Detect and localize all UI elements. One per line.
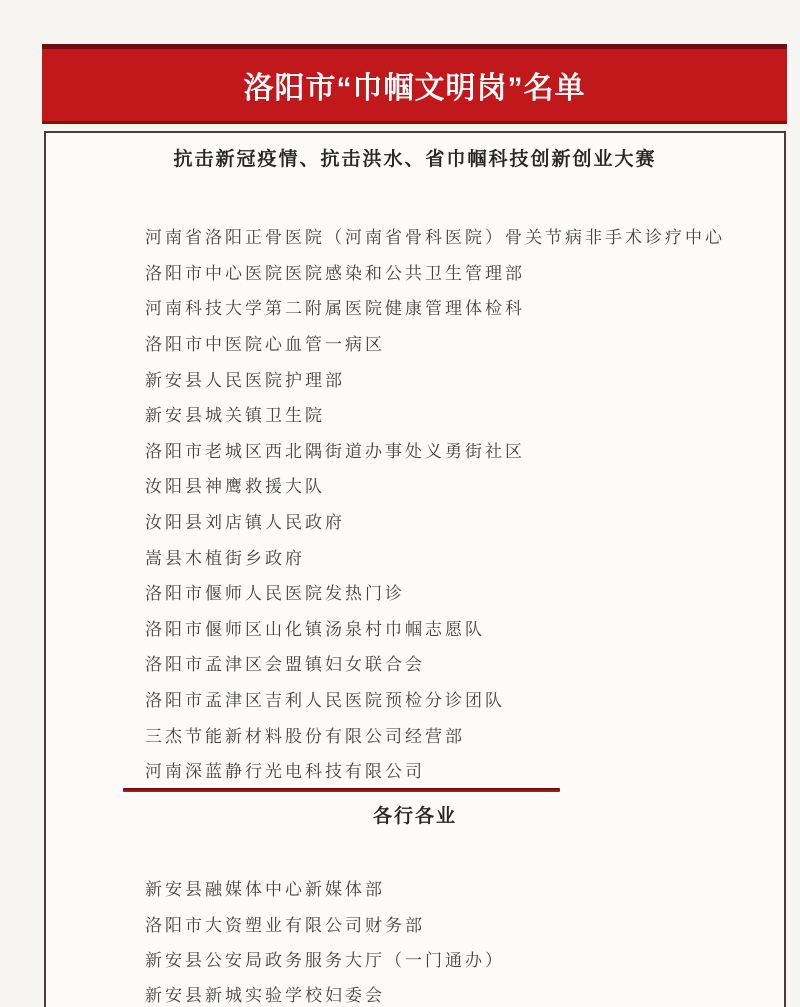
org-list-item: 嵩县木植街乡政府 [145, 548, 305, 568]
org-list-item: 新安县城关镇卫生院 [145, 406, 325, 426]
org-list-item: 新安县融媒体中心新媒体部 [145, 880, 385, 900]
org-list-item: 洛阳市孟津区会盟镇妇女联合会 [145, 655, 425, 675]
org-list-item: 新安县新城实验学校妇委会 [145, 986, 385, 1006]
org-list-item: 洛阳市偃师人民医院发热门诊 [145, 584, 405, 604]
org-list-item: 新安县公安局政务服务大厅（一门通办） [145, 950, 505, 970]
section-1-org-list [46, 218, 784, 788]
org-list-item: 洛阳市中医院心血管一病区 [145, 335, 385, 355]
section-1-heading: 抗击新冠疫情、抗击洪水、省巾帼科技创新创业大赛 [173, 149, 657, 170]
org-list-item: 河南深蓝静行光电科技有限公司 [145, 762, 425, 782]
org-list-item: 汝阳县刘店镇人民政府 [145, 513, 345, 533]
red-divider-line [123, 788, 560, 792]
section-2-org-list [46, 870, 784, 1007]
org-list-item: 洛阳市老城区西北隅街道办事处义勇街社区 [145, 441, 525, 461]
org-list-item: 洛阳市孟津区吉利人民医院预检分诊团队 [145, 691, 505, 711]
org-list-item: 新安县人民医院护理部 [145, 370, 345, 390]
document-body [44, 131, 786, 1007]
org-list-item: 洛阳市偃师区山化镇汤泉村巾帼志愿队 [145, 619, 485, 639]
org-list-item: 洛阳市中心医院医院感染和公共卫生管理部 [145, 263, 525, 283]
org-list-item: 三杰节能新材料股份有限公司经营部 [145, 726, 465, 746]
section-2-heading: 各行各业 [372, 806, 457, 827]
org-list-item: 汝阳县神鹰救援大队 [145, 477, 325, 497]
org-list-item: 河南省洛阳正骨医院（河南省骨科医院）骨关节病非手术诊疗中心 [145, 228, 725, 248]
org-list-item: 河南科技大学第二附属医院健康管理体检科 [145, 299, 525, 319]
document-title: 洛阳市“巾帼文明岗”名单 [243, 72, 586, 105]
org-list-item: 洛阳市大资塑业有限公司财务部 [145, 915, 425, 935]
title-banner [42, 44, 787, 124]
